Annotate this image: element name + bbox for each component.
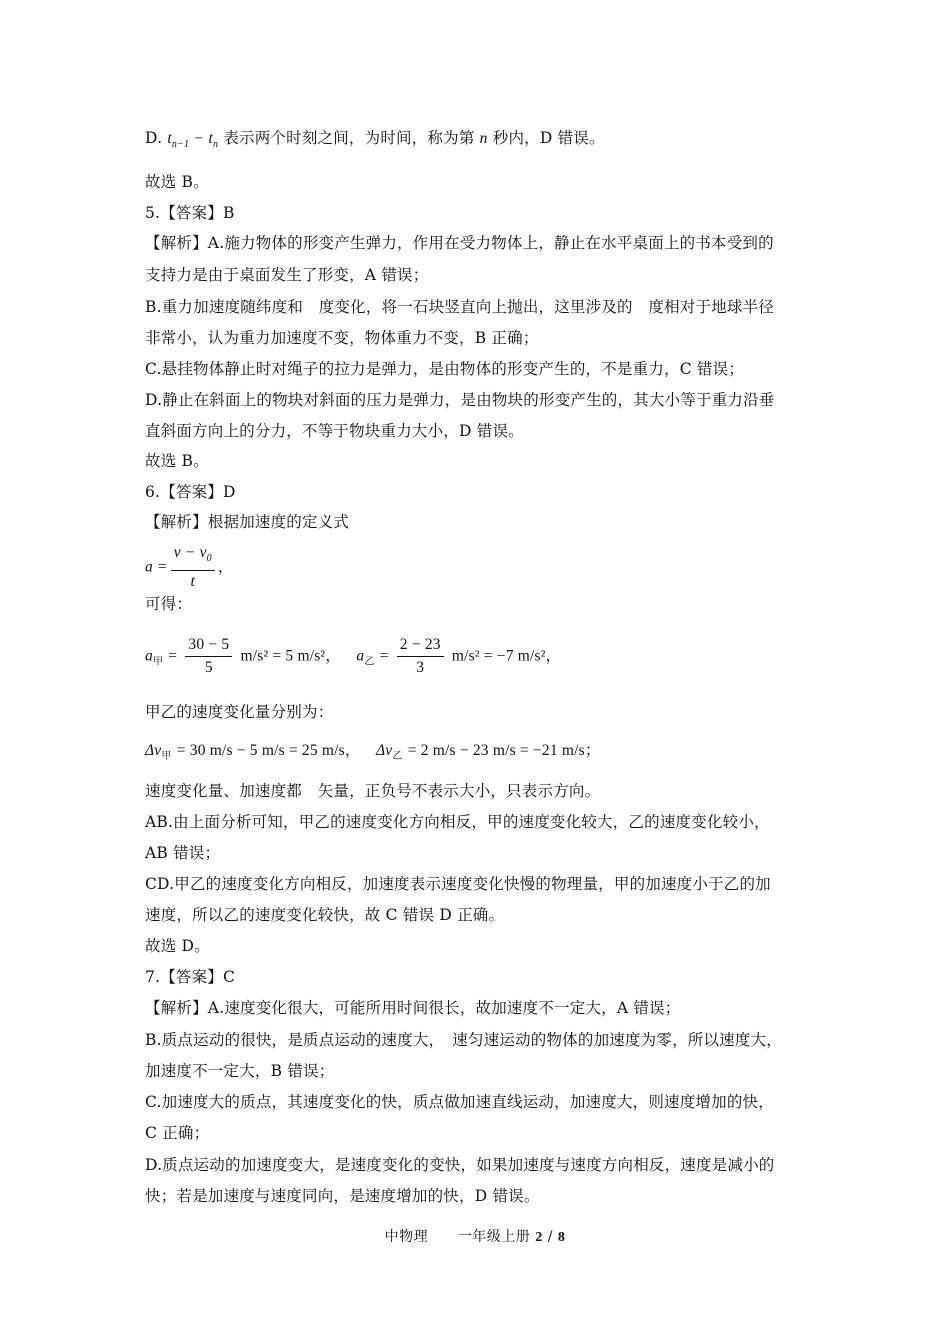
formula-velocity-change: $\Delta v_甲 = 30$ m/s − 5 m/s = 25 m/s， $\Delta v_乙 = 2$ m/s − 23 m/s = −21 m/s； <box>145 741 601 763</box>
page-separator: / <box>547 1229 553 1245</box>
formula-acceleration-values: $a_甲$ = $\frac{30 - 5}{5}$ m/s² = 5 m/s²， $a_乙$ = $\frac{2 - 23}{3}$ m/s² = −7 m/s²， <box>145 636 562 676</box>
formula-t-n-minus-1: $t_{n-1}$ <box>167 130 190 151</box>
formula-t-n: $t_n$ <box>208 130 219 151</box>
page-footer <box>0 1226 950 1246</box>
answer-heading-7: 7.【答案】C <box>145 968 236 986</box>
text-line: 支持力是由于桌面发生了形变，A 错误； <box>145 266 429 284</box>
answer-heading-6: 6.【答案】D <box>145 483 236 501</box>
text-line: 速度变化量、加速度都 矢量，正负号不表示大小，只表示方向。 <box>145 782 601 800</box>
text-line: 加速度不一定大，B 错误； <box>145 1062 335 1080</box>
answer-heading-5: 5.【答案】B <box>145 204 235 222</box>
text-line: 故选 B。 <box>145 452 209 470</box>
formula-a-yi: a <box>356 647 365 665</box>
text-line: B.重力加速度随纬度和 度变化，将一石块竖直向上抛出，这里涉及的 度相对于地球半径 <box>145 298 775 316</box>
text: 表示两个时刻之间，为时间，称为第 <box>223 129 475 147</box>
text-line: D.质点运动的加速度变大，是速度变化的变快，如果加速度与速度方向相反，速度是减小的 <box>145 1156 775 1174</box>
text-line: 【解析】根据加速度的定义式 <box>145 513 350 531</box>
text: 秒内，D 错误。 <box>492 129 605 147</box>
text-line: 【解析】A.速度变化很大，可能所用时间很长，故加速度不一定大，A 错误； <box>145 999 681 1017</box>
text-line: C.悬挂物体静止时对绳子的拉力是弹力，是由物体的形变产生的，不是重力，C 错误； <box>145 360 745 378</box>
text-line: 可得： <box>145 595 193 613</box>
text-line: CD.甲乙的速度变化方向相反，加速度表示速度变化快慢的物理量，甲的加速度小于乙的加 <box>145 875 771 893</box>
formula-dv-jia: Δv <box>145 742 162 759</box>
line-d-interval <box>145 128 605 155</box>
fraction: $\frac{30 - 5}{5}$ <box>185 636 232 677</box>
formula-a-jia: a <box>145 647 153 665</box>
text-line: 直斜面方向上的分力，不等于物块重力大小，D 错误。 <box>145 422 524 440</box>
text-line: 非常小，认为重力加速度不变，物体重力不变，B 正确； <box>145 329 539 347</box>
page-number: 2 <box>535 1230 543 1245</box>
text-line: 【解析】A.施力物体的形变产生弹力，作用在受力物体上，静止在水平桌面上的书本受到的 <box>145 234 774 252</box>
text: ， <box>217 557 234 576</box>
minus-sign: − <box>194 130 204 147</box>
formula-lhs: a = <box>145 558 168 576</box>
text: n <box>479 130 488 147</box>
footer-grade: 一年级上册 <box>457 1229 531 1245</box>
text-line: B.质点运动的很快，是质点运动的速度大， 速匀速运动的物体的加速度为零，所以速度大， <box>145 1031 782 1049</box>
text-line: 故选 D。 <box>145 937 210 955</box>
fraction: $\frac{v - v_0}{t}$ <box>171 544 215 591</box>
text-line: C 正确； <box>145 1124 210 1142</box>
text-line: 甲乙的速度变化量分别为： <box>145 703 334 721</box>
text-line: AB.由上面分析可知，甲乙的速度变化方向相反，甲的速度变化较大，乙的速度变化较小， <box>145 813 770 831</box>
text-line: 故选 B。 <box>145 173 209 191</box>
text-line: 速度，所以乙的速度变化较快，故 C 错误 D 正确。 <box>145 906 505 924</box>
text-line: D.静止在斜面上的物块对斜面的压力是弹力，是由物块的形变产生的，其大小等于重力沿垂 <box>145 391 775 409</box>
page-total: 8 <box>557 1230 566 1245</box>
formula-acceleration-definition <box>145 544 234 591</box>
fraction: $\frac{2 - 23}{3}$ <box>397 636 444 677</box>
text-line: 快；若是加速度与速度同向，是速度增加的快，D 错误。 <box>145 1187 540 1205</box>
text-line: C.加速度大的质点，其速度变化的快，质点做加速直线运动，加速度大，则速度增加的快， <box>145 1093 774 1111</box>
footer-subject: 中物理 <box>384 1229 429 1245</box>
formula-dv-yi: Δv <box>376 742 393 759</box>
text: D. <box>145 129 163 147</box>
text-line: AB 错误； <box>145 844 221 862</box>
